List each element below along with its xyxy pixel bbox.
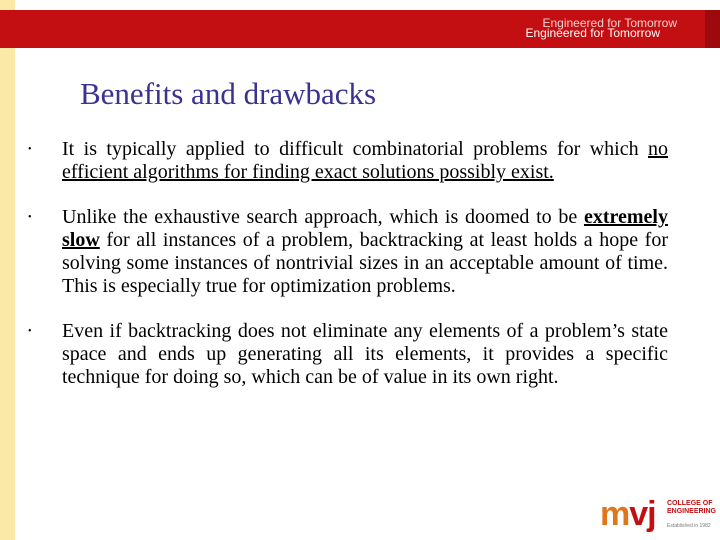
logo-mark (600, 494, 656, 534)
bullet-item-2 (28, 206, 668, 298)
header-band-end (705, 10, 720, 48)
slide-title: Benefits and drawbacks (80, 76, 377, 111)
header-band (0, 10, 705, 48)
bullet-list (28, 138, 668, 389)
bullet-icon: • (28, 144, 32, 155)
bullet-1-text-underlined: no efficient algorithms for finding exact solutions possibly exist. (62, 138, 668, 183)
header-tagline-shadow: Engineered for Tomorrow (542, 16, 677, 30)
left-accent-bar (0, 0, 15, 540)
bullet-icon: • (28, 326, 32, 337)
logo-line-1: COLLEGE OF (667, 500, 713, 507)
bullet-2-text-plain: Unlike the exhaustive search approach, which is doomed to be (62, 206, 584, 228)
bullet-2-text-emphasis: extremely slow (62, 206, 668, 251)
logo-text (667, 500, 716, 516)
logo-mark-vj: vj (629, 495, 656, 533)
logo-line-2: ENGINEERING (667, 508, 717, 515)
bullet-2-text-rest: for all instances of a problem, backtracking at least holds a hope for solving some instances of nontrivial sizes in an acceptable amount of time. This is especially true for optimization problems. (62, 229, 668, 297)
bullet-item-3 (28, 320, 668, 389)
bullet-item-1 (28, 138, 668, 184)
logo-mark-m: m (600, 495, 630, 533)
bullet-1-text-plain: It is typically applied to difficult combinatorial problems for which (62, 138, 648, 160)
bullet-icon: • (28, 212, 32, 223)
header-tagline: Engineered for Tomorrow (525, 26, 660, 40)
logo-established: Established in 1982 (667, 523, 711, 529)
bullet-3-text: Even if backtracking does not eliminate any elements of a problem’s state space and ends up generating all its elements, it provides a specific technique for doing so, which can be of value in its own right. (62, 320, 668, 388)
college-logo (600, 494, 717, 534)
